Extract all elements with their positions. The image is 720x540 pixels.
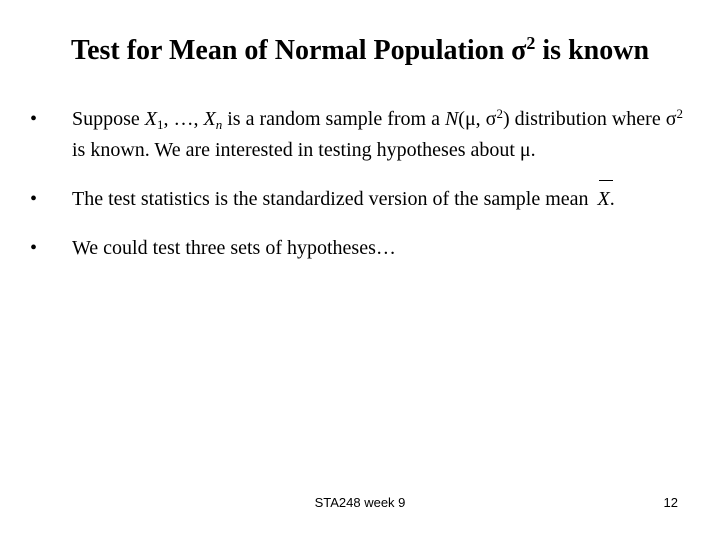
variable-x: X: [144, 108, 158, 130]
bullet-text: We could test three sets of hypotheses…: [72, 237, 396, 259]
slide-title: [0, 33, 720, 69]
subscript: 1: [157, 117, 164, 132]
bullet-text: Suppose: [72, 108, 145, 130]
bullet-dot: •: [30, 237, 38, 259]
bullet-text: (μ, σ: [458, 108, 497, 130]
variable-n: N: [444, 108, 459, 130]
title-text: Test for Mean of Normal Population σ: [70, 35, 527, 66]
title-superscript: 2: [526, 33, 536, 53]
bullet-text: .: [609, 188, 615, 210]
bullet-item-2: [30, 184, 700, 215]
bullet-text: is a random sample from a: [222, 108, 445, 130]
bullet-dot: •: [30, 108, 38, 130]
title-text-end: is known: [535, 35, 650, 66]
bullet-item-3: [30, 233, 700, 264]
bullet-dot: •: [30, 188, 38, 210]
bullet-text: The test statistics is the standardized version of the sample mean: [72, 188, 594, 210]
footer-course: STA248 week 9: [314, 495, 406, 510]
slide-footer: [0, 495, 720, 515]
bullet-text: ) distribution where σ: [502, 108, 677, 130]
variable-x: X: [203, 108, 216, 130]
superscript: 2: [496, 106, 503, 121]
bullet-list: [30, 104, 700, 282]
bullet-text: , …,: [163, 108, 204, 130]
bullet-item-1: [30, 104, 700, 166]
superscript: 2: [676, 106, 683, 121]
bullet-text: is known. We are interested in testing hypotheses about μ.: [72, 139, 536, 161]
x-bar-symbol: X: [598, 184, 610, 215]
subscript: n: [215, 117, 223, 132]
page-number: 12: [663, 495, 678, 510]
